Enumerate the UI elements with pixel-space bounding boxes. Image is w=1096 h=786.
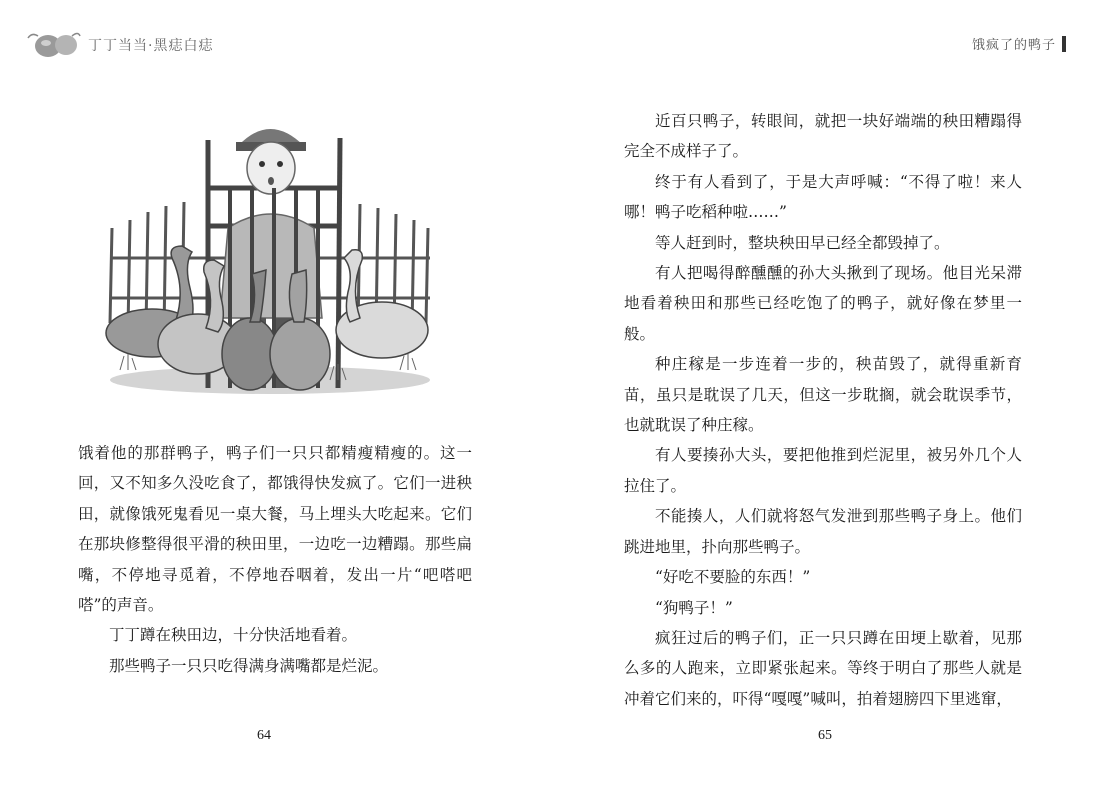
left-paragraph-1: 饿着他的那群鸭子，鸭子们一只只都精瘦精瘦的。这一回，又不知多久没吃食了，都饿得快发疯了。它们一进秧田，就像饿死鬼看见一桌大餐，马上埋头大吃起来。它们在那块修整得很平滑的秧田里，一边吃一边糟蹋。那些扁嘴，不停地寻觅着，不停地吞咽着，发出一片“吧嗒吧嗒”的声音。 [78,444,472,615]
right-paragraph-5: 种庄稼是一步连着一步的，秧苗毁了，就得重新育苗，虽只是耽误了几天，但这一步耽搁，就会耽误季节，也就耽误了种庄稼。 [624,355,1022,435]
right-paragraph-2: 终于有人看到了，于是大声呼喊：“不得了啦！来人哪！鸭子吃稻种啦……” [624,172,1022,222]
right-paragraph-4: 有人把喝得醉醺醺的孙大头揪到了现场。他目光呆滞地看着秧田和那些已经吃饱了的鸭子，就好像在梦里一般。 [624,264,1022,343]
right-paragraph-1: 近百只鸭子，转眼间，就把一块好端端的秧田糟蹋得完全不成样子了。 [624,112,1022,161]
header-left [26,28,213,62]
header-bar-marker [1062,36,1066,52]
left-paragraph-2: 丁丁蹲在秧田边，十分快活地看着。 [109,626,358,645]
right-page-number: 65 [818,728,832,743]
right-paragraph-10: 疯狂过后的鸭子们，正一只只蹲在田埂上歇着，见那么多的人跑来，立即紧张起来。等终于明白了那些人就是冲着它们来的，吓得“嘎嘎”喊叫，拍着翅膀四下里逃窜， [624,628,1022,708]
chapter-title: 饿疯了的鸭子 [971,38,1056,53]
right-paragraph-7: 不能揍人，人们就将怒气发泄到那些鸭子身上。他们跳进地里，扑向那些鸭子。 [624,507,1022,556]
illustration [100,108,440,408]
right-paragraph-6: 有人要揍孙大头，要把他推到烂泥里，被另外几个人拉住了。 [624,446,1022,495]
series-title: 丁丁当当·黑痣白痣 [88,38,214,54]
right-paragraph-9: “狗鸭子！” [655,598,733,617]
left-page-text [78,438,472,681]
header-right [972,34,1066,53]
left-paragraph-3: 那些鸭子一只只吃得满身满嘴都是烂泥。 [109,656,389,675]
right-paragraph-8: “好吃不要脸的东西！” [655,568,811,587]
right-paragraph-3: 等人赶到时，整块秧田早已经全都毁掉了。 [655,233,950,252]
left-page-number: 64 [257,728,271,743]
gourd-logo-icon [26,28,82,62]
right-page-text [624,106,1022,714]
